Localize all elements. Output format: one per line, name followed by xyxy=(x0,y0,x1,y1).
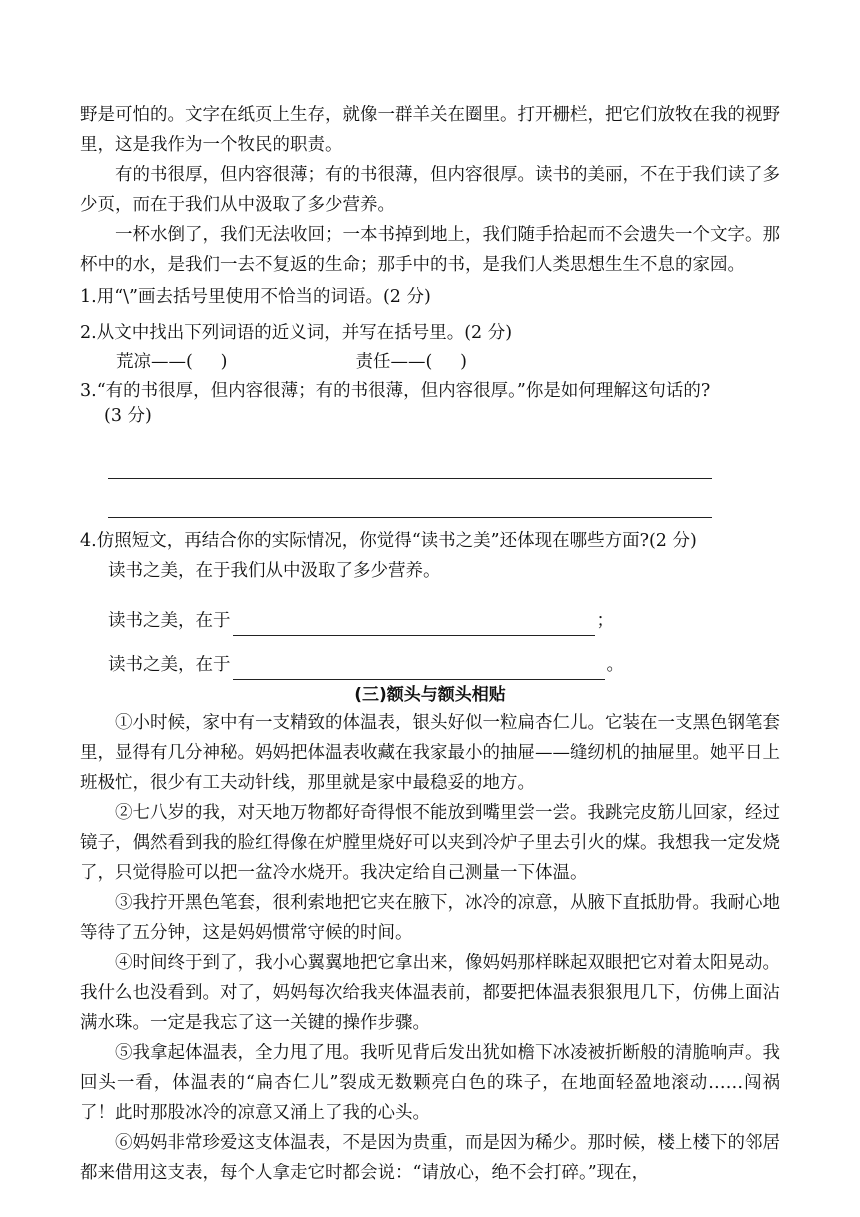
answer-line-1[interactable] xyxy=(108,478,712,479)
fill-prefix: 读书之美，在于 xyxy=(108,611,231,631)
article-paragraph: ③我拧开黑色笔套，很利索地把它夹在腋下，冰冷的凉意，从腋下直抵肋骨。我耐心地等待了五分钟，这是妈妈惯常守候的时间。 xyxy=(80,893,780,943)
question-2: 2.从文中找出下列词语的近义词，并写在括号里。(2 分) xyxy=(80,323,513,343)
synonym-item-1[interactable]: 荒凉——( ) xyxy=(116,352,228,372)
article-paragraph: ⑤我拿起体温表，全力甩了甩。我听见背后发出犹如檐下冰凌被折断般的清脆响声。我回头一看，体温表的“扁杏仁儿”裂成无数颗亮白色的珠子，在地面轻盈地滚动……闯祸了！此时那股冰冷的凉意又涌上了我的心头。 xyxy=(80,1043,780,1123)
fill-row-2 xyxy=(80,650,780,680)
fill-suffix: 。 xyxy=(606,655,624,675)
answer-line-2[interactable] xyxy=(108,517,712,518)
passage-paragraph: 一杯水倒了，我们无法收回；一本书掉到地上，我们随手拾起而不会遗失一个文字。那杯中的水，是我们一去不复返的生命；那手中的书，是我们人类思想生生不息的家园。 xyxy=(80,225,780,275)
section-title: (三)额头与额头相贴 xyxy=(354,685,506,705)
question-3: 3.“有的书很厚，但内容很薄；有的书很薄，但内容很厚。”你是如何理解这句话的? xyxy=(80,381,711,401)
question-4-example: 读书之美，在于我们从中汲取了多少营养。 xyxy=(108,561,441,581)
fill-blank-1[interactable] xyxy=(233,613,595,636)
synonym-item-2[interactable]: 责任——( ) xyxy=(355,352,467,372)
article-paragraph: ④时间终于到了，我小心翼翼地把它拿出来，像妈妈那样眯起双眼把它对着太阳晃动。我什么也没看到。对了，妈妈每次给我夹体温表前，都要把体温表狠狠甩几下，仿佛上面沾满水珠。一定是我忘了这一关键的操作步骤。 xyxy=(80,953,780,1033)
synonym-row xyxy=(80,348,780,376)
question-1: 1.用“\”画去括号里使用不恰当的词语。(2 分) xyxy=(80,287,431,307)
article-paragraph: ②七八岁的我，对天地万物都好奇得恨不能放到嘴里尝一尝。我跳完皮筋儿回家，经过镜子，偶然看到我的脸红得像在炉膛里烧好可以夹到冷炉子里去引火的煤。我想我一定发烧了，只觉得脸可以把一盆冷水烧开。我决定给自己测量一下体温。 xyxy=(80,803,780,883)
fill-suffix: ； xyxy=(596,611,614,631)
question-4: 4.仿照短文，再结合你的实际情况，你觉得“读书之美”还体现在哪些方面?(2 分) xyxy=(80,531,697,551)
document-page xyxy=(80,100,780,1188)
fill-prefix: 读书之美，在于 xyxy=(108,655,231,675)
article-paragraph: ⑥妈妈非常珍爱这支体温表，不是因为贵重，而是因为稀少。那时候，楼上楼下的邻居都来借用这支表，每个人拿走它时都会说：“请放心，绝不会打碎。”现在， xyxy=(80,1133,780,1183)
fill-blank-2[interactable] xyxy=(233,657,605,680)
article-paragraph: ①小时候，家中有一支精致的体温表，银头好似一粒扁杏仁儿。它装在一支黑色钢笔套里，显得有几分神秘。妈妈把体温表收藏在我家最小的抽屉——缝纫机的抽屉里。她平日上班极忙，很少有工夫动针线，那里就是家中最稳妥的地方。 xyxy=(80,713,780,793)
passage-paragraph: 野是可怕的。文字在纸页上生存，就像一群羊关在圈里。打开栅栏，把它们放牧在我的视野里，这是我作为一个牧民的职责。 xyxy=(80,105,780,155)
passage-paragraph: 有的书很厚，但内容很薄；有的书很薄，但内容很厚。读书的美丽，不在于我们读了多少页，而在于我们从中汲取了多少营养。 xyxy=(80,165,780,215)
fill-row-1 xyxy=(80,606,780,636)
question-3-score: (3 分) xyxy=(104,406,152,426)
